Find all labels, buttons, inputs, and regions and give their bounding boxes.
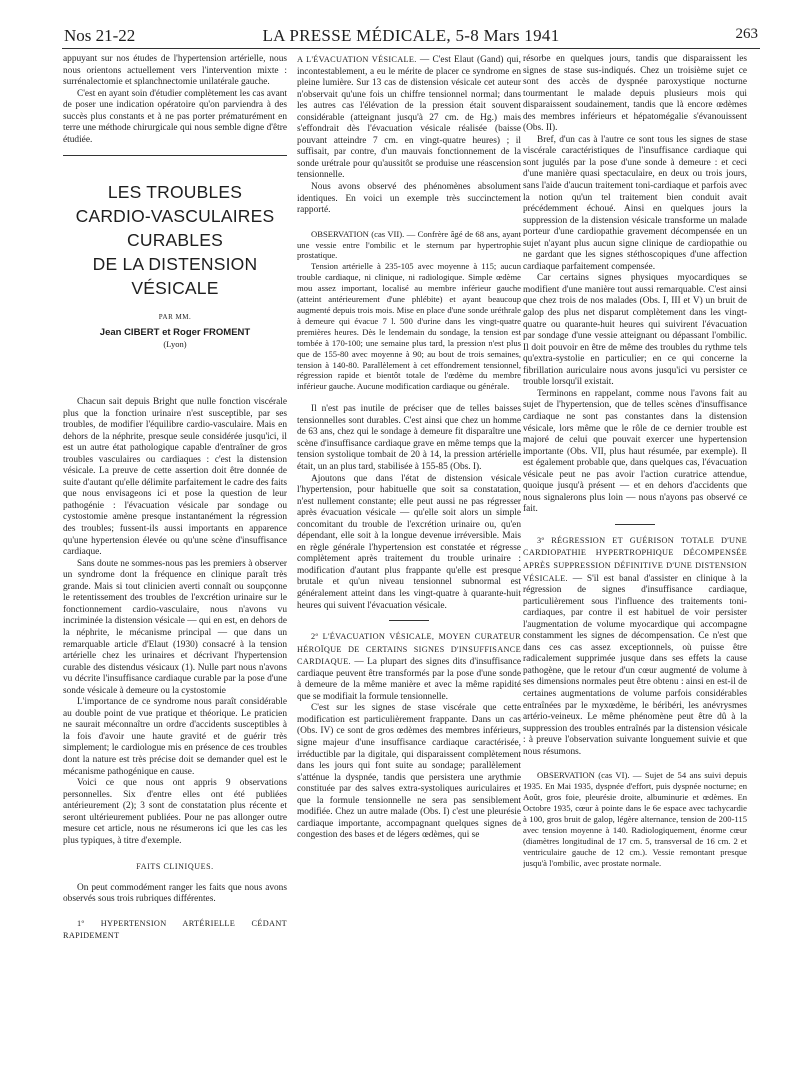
subsection-heading: 2º L'ÉVACUATION VÉSICALE, MOYEN CURATEUR HÉROÏQUE DE CERTAINS SIGNES D'INSUFFISANCE CARDIAQUE. bbox=[297, 632, 521, 667]
paragraph: Voici ce que nous ont appris 9 observations personnelles. Six d'entre elles ont été publiées antérieurement (2); 3 sont de constatation plus récente et seront ultérieurement publiées. Pour ne pas allonger outre mesure cet article, nous ne résumerons ici que les cas les plus typiques, à titre d'exemple. bbox=[63, 778, 287, 846]
author-city: (Lyon) bbox=[163, 339, 187, 350]
subsection-heading-cont: A L'ÉVACUATION VÉSICALE. bbox=[297, 55, 417, 64]
paragraph: — C'est Elaut (Gand) qui, incontestablement, a eu le mérite de placer ce syndrome en pleine lumière. Sur 13 cas de distension vésicale cet auteur n'observait qu'une fois un chiffre tensionnel normal; dans les autres cas l'élévation de la pression était souvent considérable (atteignant jusqu'à 27 cm. de Hg.) mais s'effondrait dès l'évacuation vésicale réalisée (baisse pouvant atteindre 7 cm. en vingt-quatre heures) ; il suffisait, par contre, d'un mauvais fonctionnement de la sonde urétrale pour qu'aussitôt se produise une réascension tensionnelle. bbox=[297, 55, 521, 181]
observation-text: Tension artérielle à 235-105 avec moyenne à 115; aucun trouble cardiaque, ni clinique, ni radiologique. Simple œdème mou assez important, localisé au membre inférieur gauche (atteint antérieurement d'une phlébite) et ayant beaucoup augmenté depuis trois mois. Mise en place d'une sonde uréthrale à demeure qui évacue 7 l. 500 d'urine dans les vingt-quatre premières heures. Dès le lendemain du sondage, la tension est tombée à 170-100; une semaine plus tard, la pression n'est plus que de 155-80 avec moyenne à 90; au bout de trois semaines, tension à 140-80. Parallèlement à cet effondrement tensionnel, régression rapide et bientôt totale de l'œdème du membre inférieur gauche. Aucune modification cardiaque ou générale. bbox=[297, 261, 521, 392]
subsection-heading: 1º HYPERTENSION ARTÉRIELLE CÉDANT RAPIDEMENT bbox=[63, 918, 287, 940]
paragraph: Nous avons observé des phénomènes absolument identiques. En voici un exemple très succinctement rapporté. bbox=[297, 182, 521, 216]
byline-prefix: PAR MM. bbox=[158, 313, 192, 322]
paragraph: appuyant sur nos études de l'hypertension artérielle, nous nous orientons actuellement vers l'intervention mixte : surrénalectomie et splanchnectomie unilatérale gauche. bbox=[63, 54, 287, 88]
paragraph: C'est en ayant soin d'étudier complètement les cas avant de poser une indication opératoire qu'on parviendra à des succès plus constants et à ne pas porter prématurément en terre une méthode chirurgicale qui nous semble digne d'être étudiée. bbox=[63, 88, 287, 145]
paragraph: Chacun sait depuis Bright que nulle fonction viscérale plus que la fonction urinaire n'est susceptible, par ses troubles, de modifier l'équilibre cardio-vasculaire. Mais en dehors de la néphrite, presque seule considérée jusqu'ici, il est un autre état pathologique capable d'entraîner de gros troubles vasculaires ou cardiaques : c'est la distension vésicale. La preuve de cette assertion doit être donnée de suite d'autant qu'elle délimite parfaitement le cadre des faits que nous envisageons ici et pose la question de leur pathogénie : l'évacuation vésicale par sondage ou cystostomie amène presque instantanément la régression des troubles; fussent-ils aussi importants en apparence qu'une hypertension élevée ou qu'une scène d'insuffisance cardiaque. bbox=[63, 397, 287, 558]
column-1 bbox=[63, 54, 287, 1064]
title-line: CARDIO-VASCULAIRES bbox=[75, 206, 275, 227]
title-line: DE LA DISTENSION VÉSICALE bbox=[92, 254, 258, 299]
paragraph: L'importance de ce syndrome nous paraît considérable au double point de vue pratique et théorique. Le praticien ne saurait méconnaître un ordre d'accidents susceptibles à la fois d'avoir une haute gravité et de guérir très simplement; le cardiologue mis en présence de ces troubles dont la nature est très précise doit se demander quel est le mécanisme pathogénique en cause. bbox=[63, 697, 287, 777]
title-line: CURABLES bbox=[127, 230, 223, 251]
page-header bbox=[62, 26, 760, 49]
observation-text: OBSERVATION (cas VII). — Confrère âgé de 68 ans, ayant une vessie entre l'ombilic et le sternum par hypertrophie prostatique. bbox=[297, 228, 521, 261]
title-line: LES TROUBLES bbox=[107, 182, 243, 203]
column-2 bbox=[297, 54, 521, 1064]
subsection-heading: 3º RÉGRESSION ET GUÉRISON TOTALE D'UNE CARDIOPATHIE HYPERTROPHIQUE DÉCOMPENSÉE APRÈS SUPPRESSION DÉFINITIVE D'UNE DISTENSION VÉSICALE. bbox=[523, 535, 747, 583]
authors: Jean CIBERT et Roger FROMENT bbox=[99, 326, 251, 338]
paragraph: Sans doute ne sommes-nous pas les premiers à observer un syndrome dont la fréquence en clinique paraît très grande. Mais si tout clinicien averti connaît ou soupçonne le retentissement des troubles de l'excrétion urinaire sur le fonctionnement cardio-vasculaire, nous n'avons vu incriminée la distension vésicale — qui en est, en dehors de la néphrite, le mécanisme principal — que dans un remarquable article d'Elaut (1930) consacré à la tension artérielle chez les urinaires et décrivant l'hypertension curable des distendus vésicaux (1). Nulle part nous n'avons vu décrite l'insuffisance cardiaque curable par la pose d'une sonde vésicale à demeure ou la cystostomie bbox=[63, 558, 287, 696]
paragraph: On peut commodément ranger les faits que nous avons observés sous trois rubriques différentes. bbox=[63, 882, 287, 905]
section-heading: FAITS CLINIQUES. bbox=[136, 862, 214, 872]
paragraph: Ajoutons que dans l'état de distension vésicale l'hypertension, pour habituelle que soit sa constatation, n'est nullement constante; elle peut aussi ne pas régresser après évacuation vésicale — qu'elle soit alors un simple concomitant du trouble de l'excrétion urinaire ou, qu'en dépendant, elle soit à la longue devenue irréversible. Mais en règle générale l'hypertension est constatée et régresse complètement après traitement du trouble urinaire : modification d'autant plus frappante qu'elle est presque brutale et qu'un niveau tensionnel subnormal est généralement atteint dans les vingt-quatre à quarante-huit heures qui suivent l'évacuation vésicale. bbox=[297, 473, 521, 611]
paragraph: — La plupart des signes dits d'insuffisance cardiaque peuvent être transformés par la pose d'une sonde à demeure de la même manière et avec la même rapidité que se modifiait la formule tensionnelle. bbox=[297, 657, 521, 702]
journal-title: LA PRESSE MÉDICALE, 5-8 Mars 1941 bbox=[262, 26, 560, 45]
paragraph: Bref, d'un cas à l'autre ce sont tous les signes de stase viscérale caractéristiques de l'insuffisance cardiaque qui sont jugulés par la pose d'une sonde à demeure : et ceci d'une manière quasi spectaculaire, en deux ou trois jours, sans l'aide d'aucun traitement toni-cardiaque et parfois avec la notion qu'un tel traitement bien conduit avait précédemment échoué. Ainsi en quelques jours la suppression de la distension vésicale transforme un malade porteur d'une cardiopathie gravement décompensée en un sujet n'ayant plus aucun signe clinique de cardiopathie ou ne gardant que les signes stéthoscopiques d'une affection cardiaque parfaitement compensée. bbox=[523, 134, 747, 272]
paragraph: — S'il est banal d'assister en clinique à la régression de signes d'insuffisance cardiaque, particulièrement sous l'influence des traitements toni-cardiaques, par contre il est habituel de voir persister l'augmentation de volume myocardique qui accompagne constamment les signes de décompensation. Ce n'est que dans ces cas assez exceptionnels, où puisse être radicalement supprimée jusque dans ses effets la cause pathogène, que le retour d'un cœur augmenté de volume à ses dimensions normales peut être obtenu : ainsi en est-il de certaines augmentations de volume parfois considérables entraînées par le myxœdème, le béribéri, les anévrysmes artério-veineux. Le même phénomène peut être dû à la suppression des troubles entraînés par la distension vésicale : à preuve l'observation suivante longuement suivie et que nous résumons. bbox=[523, 573, 747, 757]
issue-number: Nos 21-22 bbox=[64, 26, 136, 45]
paragraph: Terminons en rappelant, comme nous l'avons fait au sujet de l'hypertension, que de telles scènes d'insuffisance cardiaque ne sont pas constantes dans la distension vésicale, lors même que le rôle de ce dernier trouble est majoré de celui que pouvait exercer une hypertension importante (Obs. VII, plus haut résumée, par exemple). Il est également probable que, dans quelques cas, l'évacuation vésicale peut ne pas avoir l'action curatrice attendue, quoique jusqu'à présent — et en dehors d'accidents que nous signalerons plus loin — nous n'ayons pas observé ce fait. bbox=[523, 388, 747, 515]
paragraph: C'est sur les signes de stase viscérale que cette modification est particulièrement frappante. Dans un cas (Obs. IV) ce sont de gros œdèmes des membres inférieurs, signe majeur d'une insuffisance cardiaque caractérisée, irréductible par la digitale, qui disparaissent complètement dans les jours qui font suite au sondage; parallèlement s'atténue la dyspnée, tandis que persistera une arythmie constituée par des salves extra-systoliques auriculaires et que la formule tensionnelle ne sera pas sensiblement modifiée. Chez un autre malade (Obs. I) c'est une pleurésie cardiaque importante, accompagnant quelques signes de congestion des bases et de légers œdèmes, qui se bbox=[297, 703, 521, 841]
column-3 bbox=[523, 54, 747, 1064]
paragraph: Il n'est pas inutile de préciser que de telles baisses tensionnelles sont durables. C'est ainsi que chez un homme de 63 ans, chez qui le sondage à demeure fit disparaître une scène d'insuffisance cardiaque grave en même temps que la tension systolique tombait de 20 à 14, la pression artérielle était, un an plus tard, stabilisée à 155-85 (Obs. I). bbox=[297, 404, 521, 472]
paragraph: résorbe en quelques jours, tandis que disparaissent les signes de stase sus-indiqués. Chez un troisième sujet ce sont des accès de dyspnée paroxystique nocturne tourmentant le malade depuis plusieurs mois qui disparaissent soudainement, tandis que là encore œdèmes des membres inférieurs et hépatomégalie s'évanouissent (Obs. II). bbox=[523, 54, 747, 134]
page-number: 263 bbox=[735, 26, 758, 42]
divider bbox=[63, 155, 287, 156]
paragraph: Car certains signes physiques myocardiques se modifient d'une manière tout aussi remarquable. C'est ainsi que chez trois de nos malades (Obs. I, III et V) un bruit de galop des plus net disparut complètement dans les vingt-quatre ou quarante-huit heures qui suivirent l'évacuation par sondage d'une vessie atteignant ou dépassant l'ombilic. Il doit pouvoir en être de même des troubles du rythme tels qu'extra-systolie en particulier; en ce qui concerne la fibrillation auriculaire nous avons jusqu'ici vu persister ce trouble lorsqu'il existait. bbox=[523, 273, 747, 388]
divider bbox=[389, 620, 429, 621]
observation-text: OBSERVATION (cas VI). — Sujet de 54 ans suivi depuis 1935. En Mai 1935, dyspnée d'effort, puis dyspnée nocturne; en Août, gros foie, pleurésie droite, albuminurie et œdèmes. En Octobre 1935, cœur à pointe dans le 6e espace avec tachycardie à 100, gros bruit de galop, légère alternance, tension de 200-115 avec tension moyenne à 140. Radiologiquement, énorme cœur (diamètres longitudinal de 17 cm. 5, transversal de 16 cm. 2 et ventriculaire gauche de 12 cm.). Vessie remontant presque jusqu'à l'ombilic, avec prostate normale. bbox=[523, 770, 747, 868]
article-title bbox=[63, 180, 287, 351]
divider bbox=[615, 524, 655, 525]
